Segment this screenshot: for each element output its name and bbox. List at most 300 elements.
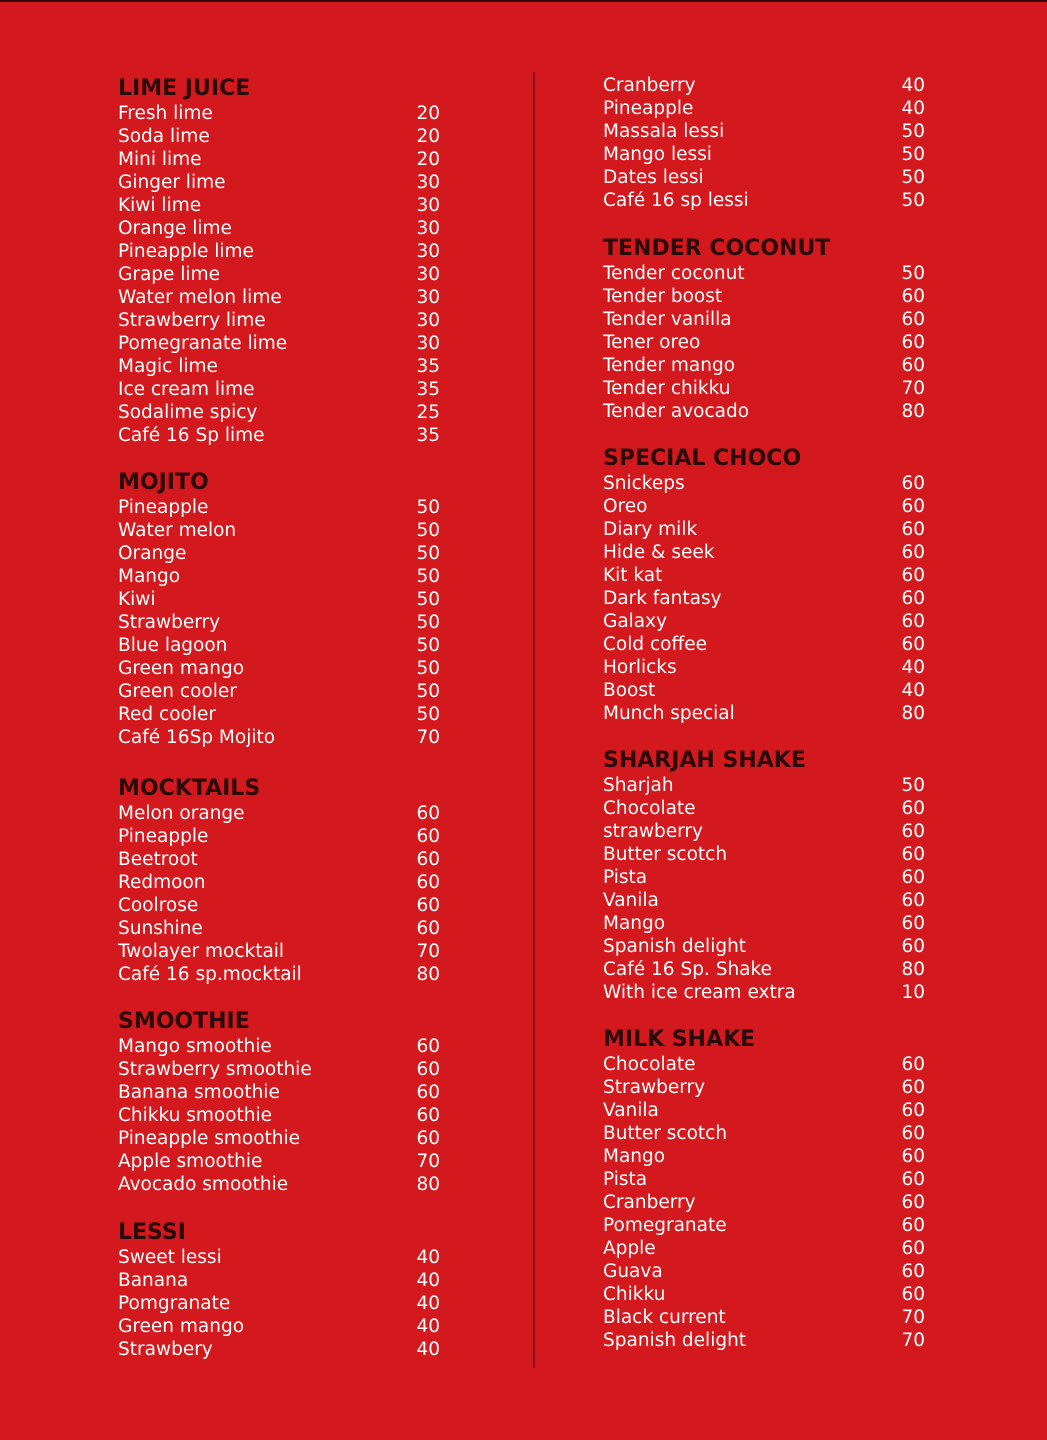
menu-item <box>603 308 925 331</box>
menu-item <box>603 1306 925 1329</box>
menu-item <box>118 1246 440 1269</box>
menu-item-name: Tender boost <box>603 286 723 307</box>
menu-item <box>603 889 925 912</box>
menu-item-name: Dark fantasy <box>603 588 722 609</box>
menu-item-price: 20 <box>416 149 440 170</box>
menu-item <box>603 1145 925 1168</box>
menu-item-price: 60 <box>901 844 925 865</box>
menu-item <box>118 894 440 917</box>
menu-item <box>118 963 440 986</box>
menu-item <box>603 377 925 400</box>
menu-item <box>118 240 440 263</box>
menu-item-price: 30 <box>416 310 440 331</box>
menu-item <box>118 1173 440 1196</box>
menu-item <box>603 633 925 656</box>
menu-item <box>603 610 925 633</box>
menu-item-price: 40 <box>901 75 925 96</box>
top-border <box>0 0 1047 2</box>
menu-item <box>603 541 925 564</box>
menu-item-price: 50 <box>901 167 925 188</box>
menu-item-price: 60 <box>901 1284 925 1305</box>
menu-item-price: 60 <box>901 286 925 307</box>
menu-item-name: Pista <box>603 867 648 888</box>
menu-item-price: 40 <box>901 657 925 678</box>
menu-item-price: 50 <box>416 543 440 564</box>
menu-item-name: Galaxy <box>603 611 668 632</box>
menu-item-price: 20 <box>416 103 440 124</box>
menu-item-name: Green mango <box>118 1316 245 1337</box>
menu-item <box>603 120 925 143</box>
menu-item <box>118 102 440 125</box>
section-heading: LESSI <box>118 1220 186 1245</box>
menu-item-price: 60 <box>901 867 925 888</box>
menu-item-name: Sharjah <box>603 775 674 796</box>
section-heading: MILK SHAKE <box>603 1027 756 1052</box>
menu-item <box>118 332 440 355</box>
menu-item-name: Spanish delight <box>603 936 747 957</box>
menu-item-name: Sweet lessi <box>118 1247 222 1268</box>
menu-item <box>118 1127 440 1150</box>
menu-item <box>603 866 925 889</box>
menu-item-name: Massala lessi <box>603 121 725 142</box>
menu-item <box>603 820 925 843</box>
menu-item-price: 60 <box>901 1100 925 1121</box>
menu-item <box>118 1058 440 1081</box>
menu-item-name: Mango smoothie <box>118 1036 272 1057</box>
menu-item <box>603 958 925 981</box>
menu-item-name: Banana <box>118 1270 189 1291</box>
menu-item-price: 60 <box>901 355 925 376</box>
menu-item-name: Pomegranate lime <box>118 333 288 354</box>
menu-item-price: 60 <box>901 634 925 655</box>
menu-item <box>603 1076 925 1099</box>
menu-item-price: 60 <box>901 890 925 911</box>
section-tender-coconut <box>603 236 925 423</box>
menu-item-price: 60 <box>901 913 925 934</box>
menu-item <box>118 703 440 726</box>
menu-item-price: 50 <box>416 635 440 656</box>
menu-item-price: 60 <box>901 1077 925 1098</box>
menu-item-name: Guava <box>603 1261 663 1282</box>
menu-item-name: Apple <box>603 1238 656 1259</box>
menu-item <box>603 262 925 285</box>
menu-item-name: Grape lime <box>118 264 220 285</box>
menu-item-name: Pineapple <box>603 98 694 119</box>
menu-item-price: 70 <box>416 1151 440 1172</box>
menu-item <box>603 74 925 97</box>
menu-item <box>603 166 925 189</box>
section-heading: LIME JUICE <box>118 76 251 101</box>
menu-item <box>603 935 925 958</box>
menu-item-name: Strawbery <box>118 1339 213 1360</box>
menu-item-name: Avocado smoothie <box>118 1174 289 1195</box>
menu-item <box>603 1099 925 1122</box>
menu-item <box>118 802 440 825</box>
menu-item-name: Banana smoothie <box>118 1082 280 1103</box>
menu-item-name: Mini lime <box>118 149 202 170</box>
menu-item-price: 60 <box>901 1123 925 1144</box>
menu-item-price: 50 <box>901 263 925 284</box>
menu-item-price: 50 <box>416 612 440 633</box>
menu-item-price: 10 <box>901 982 925 1003</box>
menu-item-price: 30 <box>416 241 440 262</box>
menu-item-name: Black current <box>603 1307 726 1328</box>
menu-item <box>118 263 440 286</box>
menu-item <box>603 1237 925 1260</box>
menu-item-price: 40 <box>416 1270 440 1291</box>
menu-item <box>118 848 440 871</box>
menu-item-name: Vanila <box>603 890 659 911</box>
menu-item-name: Ginger lime <box>118 172 226 193</box>
menu-item-price: 30 <box>416 264 440 285</box>
menu-item <box>603 1122 925 1145</box>
section-smoothie <box>118 1009 440 1196</box>
menu-item-price: 70 <box>416 727 440 748</box>
menu-item-name: strawberry <box>603 821 703 842</box>
menu-item <box>118 148 440 171</box>
menu-item-price: 70 <box>416 941 440 962</box>
menu-item <box>118 940 440 963</box>
menu-item-name: Ice cream lime <box>118 379 255 400</box>
menu-item <box>118 194 440 217</box>
menu-item-price: 30 <box>416 195 440 216</box>
menu-item <box>603 285 925 308</box>
menu-item <box>118 588 440 611</box>
menu-item-price: 50 <box>416 497 440 518</box>
menu-item-name: Chikku smoothie <box>118 1105 273 1126</box>
section-heading: MOCKTAILS <box>118 776 261 801</box>
menu-item-name: Apple smoothie <box>118 1151 263 1172</box>
section-heading: SHARJAH SHAKE <box>603 748 806 773</box>
menu-item <box>118 355 440 378</box>
menu-item-price: 60 <box>416 803 440 824</box>
menu-item-name: Butter scotch <box>603 1123 728 1144</box>
menu-item-price: 60 <box>901 1238 925 1259</box>
menu-item <box>603 843 925 866</box>
menu-item-price: 60 <box>901 1146 925 1167</box>
menu-item <box>603 1168 925 1191</box>
menu-item <box>603 797 925 820</box>
menu-item-name: Pineapple <box>118 497 209 518</box>
section-heading: MOJITO <box>118 470 209 495</box>
menu-item-name: Kiwi lime <box>118 195 202 216</box>
menu-item-price: 40 <box>901 680 925 701</box>
menu-item-name: Butter scotch <box>603 844 728 865</box>
menu-item-name: Chocolate <box>603 798 696 819</box>
menu-item-price: 70 <box>901 1307 925 1328</box>
menu-item <box>603 1053 925 1076</box>
menu-item-price: 35 <box>416 379 440 400</box>
menu-item-price: 35 <box>416 356 440 377</box>
menu-item-price: 50 <box>901 775 925 796</box>
menu-item-price: 80 <box>901 401 925 422</box>
section-mocktails <box>118 776 440 986</box>
menu-item <box>118 171 440 194</box>
menu-item-price: 50 <box>416 566 440 587</box>
menu-item-name: Coolrose <box>118 895 199 916</box>
menu-item-name: Cranberry <box>603 1192 696 1213</box>
menu-item-name: Orange <box>118 543 187 564</box>
menu-item <box>603 400 925 423</box>
section-lessi-continued <box>603 74 925 212</box>
menu-item <box>118 1081 440 1104</box>
menu-item <box>118 565 440 588</box>
section-heading: SMOOTHIE <box>118 1009 250 1034</box>
menu-item-price: 40 <box>416 1316 440 1337</box>
menu-item <box>603 1329 925 1352</box>
section-special-choco <box>603 446 925 725</box>
menu-item <box>603 1283 925 1306</box>
menu-item-name: Diary milk <box>603 519 698 540</box>
menu-item-name: Pineapple lime <box>118 241 254 262</box>
menu-item-name: Orange lime <box>118 218 232 239</box>
menu-item-name: Strawberry smoothie <box>118 1059 312 1080</box>
menu-item <box>603 912 925 935</box>
menu-item-price: 80 <box>901 703 925 724</box>
menu-item-price: 50 <box>416 520 440 541</box>
menu-item-name: Mango <box>603 1146 666 1167</box>
menu-item-price: 20 <box>416 126 440 147</box>
menu-item-name: Vanila <box>603 1100 659 1121</box>
menu-item <box>118 496 440 519</box>
menu-item-name: Strawberry <box>603 1077 706 1098</box>
menu-item-price: 60 <box>416 1059 440 1080</box>
menu-item-name: Tender mango <box>603 355 736 376</box>
menu-item <box>603 774 925 797</box>
menu-item-name: Water melon lime <box>118 287 282 308</box>
menu-item <box>118 401 440 424</box>
menu-item-price: 60 <box>416 872 440 893</box>
menu-item <box>603 587 925 610</box>
menu-item <box>118 217 440 240</box>
menu-item <box>603 354 925 377</box>
menu-item-price: 60 <box>416 1082 440 1103</box>
menu-item <box>118 680 440 703</box>
menu-item-name: Strawberry lime <box>118 310 266 331</box>
menu-item-name: Blue lagoon <box>118 635 228 656</box>
menu-item <box>603 1260 925 1283</box>
menu-item <box>118 917 440 940</box>
menu-item-price: 60 <box>901 1192 925 1213</box>
menu-item <box>118 634 440 657</box>
section-sharjah-shake <box>603 748 925 1004</box>
menu-item-price: 60 <box>416 849 440 870</box>
menu-item-name: Chocolate <box>603 1054 696 1075</box>
menu-item <box>603 656 925 679</box>
menu-item-price: 60 <box>901 936 925 957</box>
menu-item-name: Tener oreo <box>603 332 701 353</box>
column-divider <box>533 72 535 1368</box>
menu-item-name: Pomegranate <box>603 1215 727 1236</box>
menu-item-name: Tender coconut <box>603 263 745 284</box>
menu-item-name: Magic lime <box>118 356 218 377</box>
menu-item-name: Pineapple smoothie <box>118 1128 301 1149</box>
menu-item-price: 60 <box>416 1128 440 1149</box>
menu-item-price: 30 <box>416 172 440 193</box>
menu-item-price: 60 <box>901 1054 925 1075</box>
menu-item-name: Hide & seek <box>603 542 715 563</box>
menu-item-name: Café 16 Sp. Shake <box>603 959 772 980</box>
menu-item-price: 50 <box>901 144 925 165</box>
menu-item-price: 60 <box>901 542 925 563</box>
menu-item-price: 25 <box>416 402 440 423</box>
menu-item <box>118 1035 440 1058</box>
menu-item-price: 40 <box>416 1339 440 1360</box>
menu-item-name: Cranberry <box>603 75 696 96</box>
menu-item-price: 60 <box>416 895 440 916</box>
menu-item-name: Horlicks <box>603 657 677 678</box>
menu-item-price: 60 <box>901 1261 925 1282</box>
menu-item <box>603 189 925 212</box>
menu-item-name: Green cooler <box>118 681 237 702</box>
menu-item-name: Boost <box>603 680 656 701</box>
menu-item-name: Cold coffee <box>603 634 707 655</box>
menu-item-price: 60 <box>416 826 440 847</box>
menu-item-name: Dates lessi <box>603 167 704 188</box>
menu-item <box>118 871 440 894</box>
menu-item-name: Red cooler <box>118 704 216 725</box>
menu-item-name: With ice cream extra <box>603 982 796 1003</box>
menu-item <box>118 125 440 148</box>
menu-item-price: 80 <box>416 1174 440 1195</box>
menu-item-price: 40 <box>416 1293 440 1314</box>
menu-item <box>118 611 440 634</box>
section-lessi <box>118 1220 440 1361</box>
menu-item <box>603 1214 925 1237</box>
section-heading: SPECIAL CHOCO <box>603 446 802 471</box>
menu-item-name: Café 16 sp lessi <box>603 190 749 211</box>
menu-item-name: Café 16 Sp lime <box>118 425 265 446</box>
menu-item <box>118 726 440 749</box>
menu-item-price: 60 <box>901 473 925 494</box>
menu-item-price: 60 <box>901 1169 925 1190</box>
menu-item-name: Twolayer mocktail <box>118 941 285 962</box>
menu-item-price: 60 <box>901 496 925 517</box>
section-heading: TENDER COCONUT <box>603 236 831 261</box>
menu-item-price: 30 <box>416 333 440 354</box>
menu-item-price: 50 <box>416 589 440 610</box>
menu-item <box>603 143 925 166</box>
menu-item <box>603 564 925 587</box>
menu-item-price: 70 <box>901 378 925 399</box>
menu-item-price: 60 <box>901 309 925 330</box>
menu-item-name: Kit kat <box>603 565 663 586</box>
menu-item-price: 50 <box>901 121 925 142</box>
menu-item-name: Kiwi <box>118 589 156 610</box>
menu-item <box>118 542 440 565</box>
menu-item-name: Pineapple <box>118 826 209 847</box>
menu-item-price: 60 <box>901 332 925 353</box>
menu-item-price: 60 <box>416 1105 440 1126</box>
menu-item-name: Tender chikku <box>603 378 731 399</box>
section-mojito <box>118 470 440 749</box>
menu-item <box>118 1338 440 1361</box>
menu-item <box>603 331 925 354</box>
menu-item <box>118 1315 440 1338</box>
menu-item-price: 80 <box>901 959 925 980</box>
menu-item-name: Mango <box>118 566 181 587</box>
menu-item-name: Tender vanilla <box>603 309 732 330</box>
menu-item-price: 60 <box>416 1036 440 1057</box>
menu-item-name: Snickeps <box>603 473 685 494</box>
menu-item-price: 60 <box>901 1215 925 1236</box>
section-milk-shake <box>603 1027 925 1352</box>
menu-item-name: Café 16Sp Mojito <box>118 727 276 748</box>
menu-item-price: 50 <box>416 704 440 725</box>
menu-item-price: 60 <box>901 821 925 842</box>
menu-item-price: 50 <box>901 190 925 211</box>
menu-item <box>118 424 440 447</box>
menu-item-price: 30 <box>416 287 440 308</box>
menu-item <box>603 97 925 120</box>
menu-item <box>603 981 925 1004</box>
menu-item-price: 70 <box>901 1330 925 1351</box>
menu-item-name: Melon orange <box>118 803 245 824</box>
menu-item-name: Oreo <box>603 496 648 517</box>
menu-item <box>603 702 925 725</box>
menu-item <box>603 518 925 541</box>
menu-item <box>118 657 440 680</box>
menu-item <box>118 1150 440 1173</box>
menu-item-price: 60 <box>416 918 440 939</box>
menu-item <box>603 1191 925 1214</box>
menu-item-name: Mango <box>603 913 666 934</box>
menu-item-name: Green mango <box>118 658 245 679</box>
menu-item-price: 50 <box>416 681 440 702</box>
menu-item-name: Strawberry <box>118 612 221 633</box>
menu-item-name: Redmoon <box>118 872 206 893</box>
menu-item <box>603 679 925 702</box>
menu-item <box>118 286 440 309</box>
menu-item-price: 35 <box>416 425 440 446</box>
menu-item-name: Sodalime spicy <box>118 402 258 423</box>
menu-item <box>118 1292 440 1315</box>
menu-item-name: Pista <box>603 1169 648 1190</box>
menu-item-name: Tender avocado <box>603 401 750 422</box>
menu-item-price: 60 <box>901 611 925 632</box>
menu-item <box>118 519 440 542</box>
menu-item-price: 80 <box>416 964 440 985</box>
section-lime-juice <box>118 76 440 447</box>
menu-item-name: Beetroot <box>118 849 198 870</box>
menu-item-price: 50 <box>416 658 440 679</box>
menu-item <box>603 495 925 518</box>
menu-item <box>603 472 925 495</box>
menu-item-price: 40 <box>901 98 925 119</box>
menu-item <box>118 378 440 401</box>
menu-item-price: 30 <box>416 218 440 239</box>
menu-item-price: 40 <box>416 1247 440 1268</box>
menu-item <box>118 1269 440 1292</box>
menu-item-price: 60 <box>901 588 925 609</box>
menu-item-name: Fresh lime <box>118 103 213 124</box>
menu-item-price: 60 <box>901 519 925 540</box>
menu-item <box>118 825 440 848</box>
menu-item-name: Munch special <box>603 703 735 724</box>
menu-item-name: Café 16 sp.mocktail <box>118 964 302 985</box>
menu-item-name: Chikku <box>603 1284 666 1305</box>
menu-item-price: 60 <box>901 565 925 586</box>
menu-item-price: 60 <box>901 798 925 819</box>
menu-item <box>118 309 440 332</box>
menu-item-name: Soda lime <box>118 126 210 147</box>
menu-item-name: Water melon <box>118 520 237 541</box>
menu-item <box>118 1104 440 1127</box>
menu-item-name: Spanish delight <box>603 1330 747 1351</box>
menu-item-name: Sunshine <box>118 918 203 939</box>
menu-item-name: Mango lessi <box>603 144 712 165</box>
menu-item-name: Pomgranate <box>118 1293 231 1314</box>
